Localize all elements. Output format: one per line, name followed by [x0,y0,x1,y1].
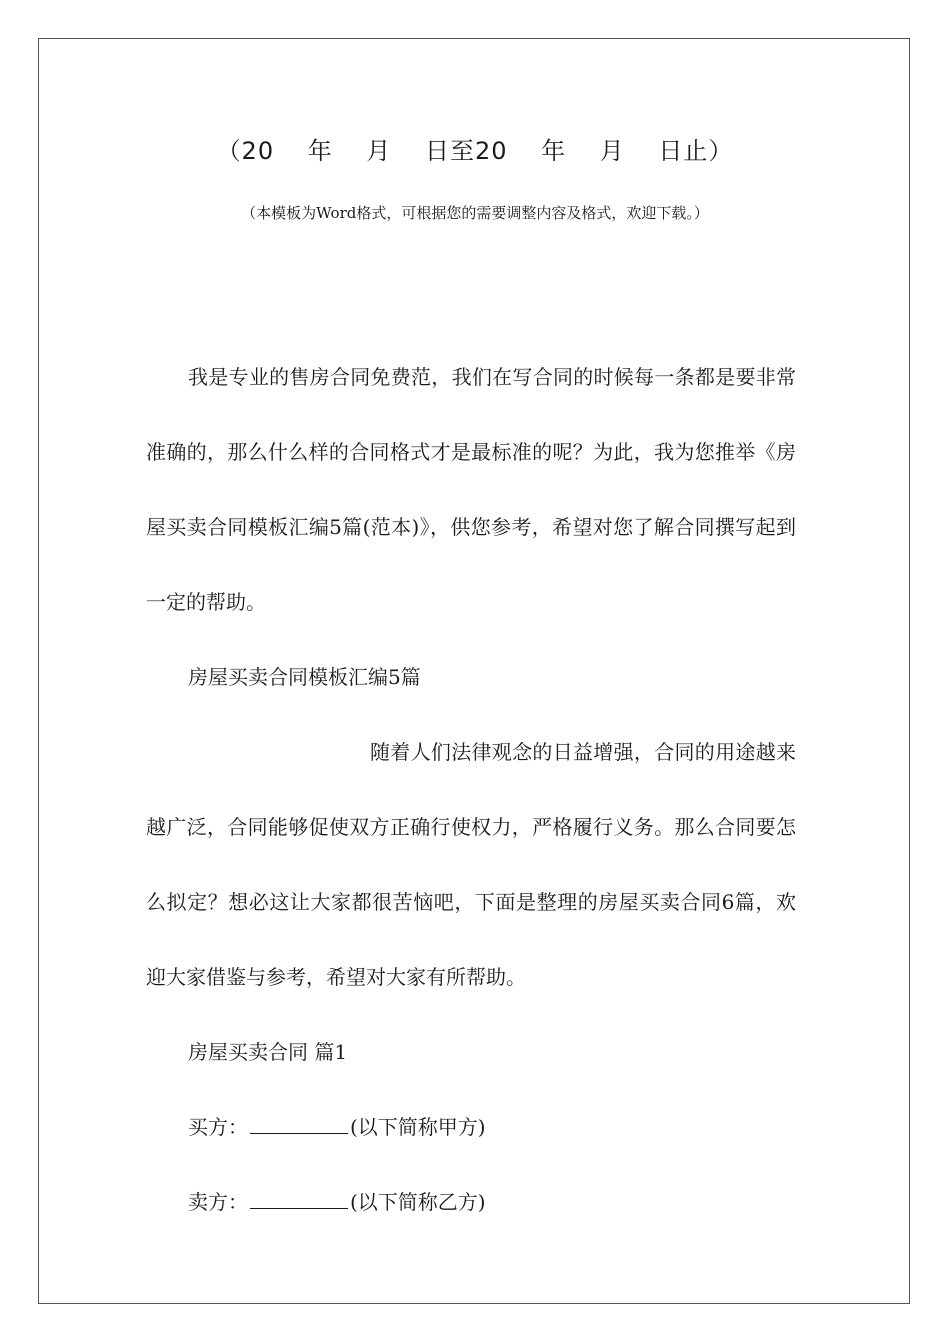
lead-paragraph: 随着人们法律观念的日益增强，合同的用途越来越广泛，合同能够促使双方正确行使权力，严格履行义务。那么合同要怎么拟定？想必这让大家都很苦恼吧，下面是整理的房屋买卖合同6篇，欢迎大家借鉴与参考，希望对大家有所帮助。 [146,740,796,989]
buyer-label: 买方： [188,1115,248,1139]
seller-line [146,1165,796,1240]
template-note: （本模板为Word格式，可根据您的需要调整内容及格式，欢迎下载。） [241,204,709,222]
buyer-suffix: (以下简称甲方) [350,1115,486,1139]
buyer-blank-field [250,1132,348,1134]
date-range-heading: （20 年 月 日至20 年 月 日止） [216,137,734,165]
seller-blank-field [250,1207,348,1209]
seller-suffix: (以下简称乙方) [350,1190,486,1214]
buyer-line [146,1090,796,1165]
document-body [146,340,796,1240]
section-title: 房屋买卖合同 篇1 [188,1040,348,1064]
seller-label: 卖方： [188,1190,248,1214]
collection-title: 房屋买卖合同模板汇编5篇 [188,665,421,689]
intro-paragraph: 我是专业的售房合同免费范，我们在写合同的时候每一条都是要非常准确的，那么什么样的合同格式才是最标准的呢？为此，我为您推举《房屋买卖合同模板汇编5篇(范本)》，供您参考，希望对您了解合同撰写起到一定的帮助。 [146,365,796,614]
